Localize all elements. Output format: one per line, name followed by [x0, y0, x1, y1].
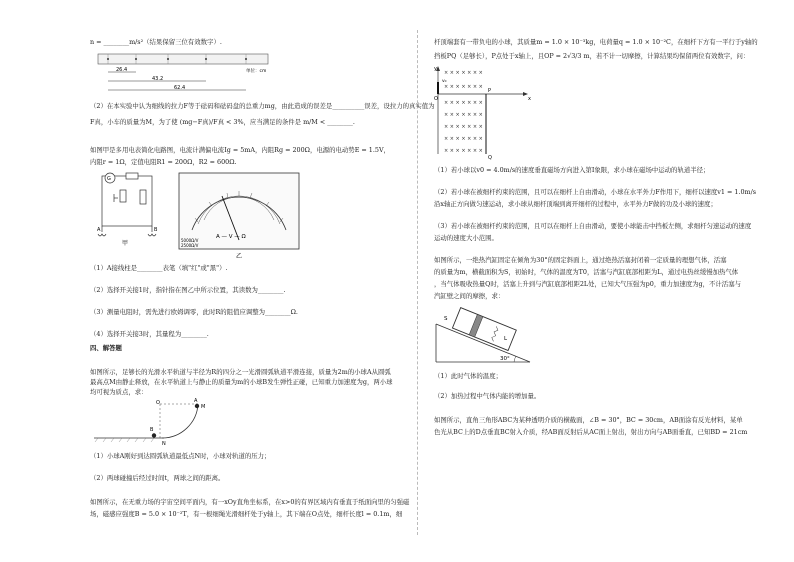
optics-problem-line1: 如图所示，直角三角形ABC为某种透明介质的横截面，∠B = 30°，BC = 30cm，AB面涂有反光材料，某单 — [434, 416, 743, 424]
gas-q2: （2）加热过程中气体内能的增加量。 — [434, 392, 541, 400]
gas-problem-line4: 汽缸壁之间的摩擦，求： — [434, 292, 505, 300]
rod-problem-line2: 挡板PQ（足够长），P点处于x轴上，且OP = 2√3/3 m，若不计一切摩擦，计算结果均保留两位有效数字，问： — [434, 52, 750, 60]
fig3-label-n: N — [162, 441, 166, 446]
rod-problem-line1: 杆顶端套有一带负电的小球，其质量m = 1.0 × 10⁻³kg，电荷量q = 1.0 × 10⁻²C，在细杆下方有一平行于y轴的 — [434, 38, 758, 46]
axis-label-y: y — [434, 66, 437, 72]
answer-line: n = ________m/s²（结果保留三位有效数字）. — [90, 38, 222, 46]
multimeter-dial-yi — [178, 172, 300, 260]
collision-q1: （1）小球A刚好到达圆弧轨道最低点N时，小球对轨道的压力； — [90, 452, 271, 460]
meter-q3: （3）测量电阻时，需先进行欧姆调零，此时R的阻值应调整为________Ω. — [90, 308, 298, 316]
magnetic-field-figure — [434, 64, 534, 160]
meter-q1: （1）A接线柱是________表笔（填"红"或"黑"）. — [90, 264, 228, 272]
svg-text:× × × × × × ×: × × × × × × × — [444, 100, 483, 106]
optics-problem-line2: 色光从BC上的D点垂直BC射入介质，经AB面反射后从AC面上射出，射出方向与AB面垂直，已知BD = 21cm — [434, 428, 748, 436]
axis-label-x: x — [528, 96, 531, 102]
angle-label: 30° — [500, 356, 510, 362]
svg-text:× × × × × × ×: × × × × × × × — [444, 136, 483, 142]
arc-track-figure — [90, 398, 220, 446]
meter-q4: （4）选择开关接3时，其量程为________. — [90, 330, 209, 338]
gas-problem-line1: 如图所示，一绝热汽缸固定在倾角为30°的固定斜面上，通过绝热活塞封闭着一定质量的理想气体，活塞 — [434, 256, 727, 264]
meter-problem-line1: 如图甲是多用电表简化电路图，电流计满偏电流Ig = 5mA，内阻Rg = 200Ω，电源的电动势E = 1.5V， — [90, 146, 390, 154]
rod-q2-line1: （2）若小球在被细杆约束的范围，且可以在细杆上自由滑动，小球在水平外力F作用下，细杆以速度v1 = 1.0m/s — [434, 188, 757, 196]
rod-q2-line2: 沿x轴正方向做匀速运动，求小球从细杆顶端到离开细杆的过程中，水平外力F做的功及小球的速度； — [434, 200, 717, 208]
fig-label-jia: 甲 — [122, 240, 129, 247]
collision-problem-line3: 均可视为质点，求： — [90, 388, 148, 396]
svg-text:G: G — [107, 176, 111, 182]
meter-note-1: 5000Ω/V — [181, 238, 199, 243]
fig-label-yi: 乙 — [236, 253, 243, 260]
rod-q3-line1: （3）若小球在被细杆约束的范围，且可以在细杆上自由滑动，要使小球能击中挡板左侧，求细杆匀速运动的速度 — [434, 222, 752, 230]
gas-problem-line2: 的质量为m，横截面积为S，初始时，气体的温度为T0，活塞与汽缸底部相距为L，通过电热丝缓慢加热气体 — [434, 268, 739, 276]
collision-problem-line2: 最高点M由静止释放，在水平轨道上与静止的质量为m的小球B发生弹性正碰，已知重力加速度为g，两小球 — [90, 378, 393, 386]
q2-line1: （2）在本实验中认为细线的拉力F等于砝码和砝码盘的总重力mg，由此造成的误差是__________误差，设拉力的真实值为 — [90, 102, 435, 110]
ruler-unit: 单位：cm — [246, 69, 267, 74]
rod-q1: （1）若小球以v0 = 4.0m/s的速度垂直磁场方向进入第Ⅰ象限，求小球在磁场中运动的轨道半径； — [434, 166, 710, 174]
svg-text:× × × × × × ×: × × × × × × × — [444, 84, 483, 90]
ruler-seg-a: 26.4 — [116, 67, 128, 73]
fig3-label-m: M — [201, 404, 206, 410]
gas-problem-line3: ，当气体吸收热量Q时，活塞上升到与汽缸底部相距2L处，已知大气压强为p0，重力加速度为g，不计活塞与 — [434, 280, 741, 288]
q2-line2: F真，小车的质量为M，为了使 (mg−F真)/F真 < 3%，应当满足的条件是 m/M < ________. — [90, 118, 355, 126]
velocity-label: v₀ — [442, 79, 447, 84]
fig3-label-a: A — [194, 398, 198, 404]
length-label-l: L — [504, 336, 508, 342]
circuit-diagram-jia — [92, 168, 172, 248]
svg-text:× × × × × × ×: × × × × × × × — [444, 112, 483, 118]
section-heading-4: 四、解答题 — [90, 344, 122, 352]
gas-q1: （1）此时气体的温度； — [434, 372, 502, 380]
plate-label-q: Q — [488, 155, 492, 160]
collision-q2: （2）两球碰撞后经过时间t，两球之间的距离。 — [90, 474, 225, 482]
magnetic-problem-line2: 场，磁感应强度B = 5.0 × 10⁻²T，有一根细绳光滑细杆处于y轴上，其下端在O点处，细杆长度l = 0.1m，细 — [90, 510, 403, 518]
inclined-cylinder-figure — [434, 300, 534, 368]
svg-text:B: B — [154, 227, 158, 233]
meter-problem-line2: 内阻r = 1Ω，定值电阻R1 = 200Ω，R2 = 600Ω. — [90, 158, 237, 166]
ruler-seg-c: 62.4 — [174, 85, 186, 91]
svg-text:× × × × × × ×: × × × × × × × — [444, 124, 483, 130]
plate-label-p: P — [488, 88, 492, 94]
rod-q3-line2: 运动的速度大小范围。 — [434, 234, 498, 242]
magnetic-problem-line1: 如图所示，在无重力场的宇宙空间平面内，有一xOy直角坐标系，在x>0的有界区域内有垂直于纸面向里的匀强磁 — [90, 498, 410, 506]
fig3-label-o: O — [156, 400, 160, 406]
collision-problem-line1: 如图所示，足够长的光滑水平轨道与半径为R的四分之一光滑圆弧轨道平滑连接，质量为2m的小球A从圆弧 — [90, 368, 391, 376]
tape-ruler-figure — [96, 50, 276, 96]
meter-scale-label: A — V — Ω — [216, 234, 246, 240]
ruler-seg-b: 43.2 — [152, 76, 164, 82]
fig3-label-b: B — [150, 427, 154, 433]
svg-text:× × × × × × ×: × × × × × × × — [444, 70, 483, 76]
area-label-s: S — [444, 316, 448, 322]
meter-note-2: 2500Ω/V — [181, 243, 199, 248]
axis-label-o: O — [434, 96, 438, 102]
svg-text:A: A — [97, 227, 101, 233]
svg-text:× × × × × × ×: × × × × × × × — [444, 148, 483, 154]
meter-q2: （2）选择开关接1时，指针指在图乙中所示位置，其读数为________. — [90, 286, 286, 294]
